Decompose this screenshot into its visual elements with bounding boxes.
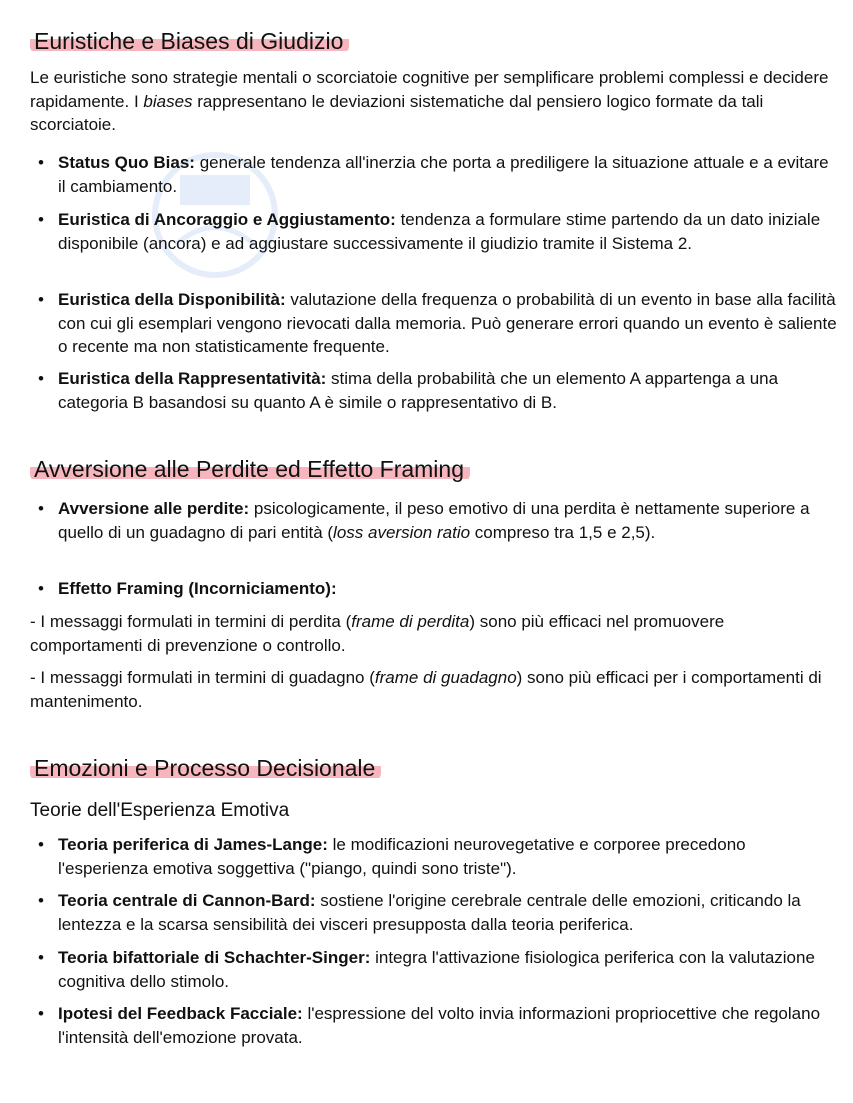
bullet-icon: •	[38, 579, 44, 598]
list-item: • Status Quo Bias: generale tendenza all'inerzia che porta a prediligere la situazione attuale e a evitare il cambiamento.	[38, 153, 829, 196]
bullet-icon: •	[38, 290, 44, 309]
dash-item: - I messaggi formulati in termini di perdita (frame di perdita) sono più efficaci nel promuovere comportamenti di prevenzione o controllo.	[30, 612, 725, 655]
section-heading-euristiche: Euristiche e Biases di Giudizio	[24, 26, 355, 56]
dash-item: - I messaggi formulati in termini di guadagno (frame di guadagno) sono più efficaci per i comportamenti di mantenimento.	[30, 668, 822, 711]
section-heading-emozioni: Emozioni e Processo Decisionale	[24, 753, 387, 783]
list-item: • Teoria bifattoriale di Schachter-Singer: integra l'attivazione fisiologica periferica con la valutazione cognitiva dello stimolo.	[38, 948, 815, 991]
section-heading-avversione: Avversione alle Perdite ed Effetto Framing	[24, 454, 476, 484]
list-item: • Euristica della Disponibilità: valutazione della frequenza o probabilità di un evento in base alla facilità con cui gli esemplari vengono rievocati dalla memoria. Può generare errori quando un evento è saliente o recente ma non statisticamente frequente.	[38, 290, 837, 356]
list-item: • Teoria periferica di James-Lange: le modificazioni neurovegetative e corporee precedono l'esperienza emotiva soggettiva ("piango, quindi sono triste").	[38, 835, 746, 878]
bullet-icon: •	[38, 1004, 44, 1023]
bullet-icon: •	[38, 369, 44, 388]
bullet-icon: •	[38, 835, 44, 854]
bullet-icon: •	[38, 948, 44, 967]
intro-paragraph: Le euristiche sono strategie mentali o scorciatoie cognitive per semplificare problemi complessi e decidere rapidamente. I biases rappresentano le deviazioni sistematiche dal pensiero logico formate da tali scorciatoie.	[30, 68, 829, 134]
list-item: • Euristica della Rappresentatività: stima della probabilità che un elemento A appartenga a una categoria B basandosi su quanto A è simile o rappresentativo di B.	[38, 369, 779, 412]
bullet-icon: •	[38, 891, 44, 910]
list-item: • Teoria centrale di Cannon-Bard: sostiene l'origine cerebrale centrale delle emozioni, criticando la lentezza e la scarsa sensibilità dei visceri presupposta dalla teoria periferica.	[38, 891, 801, 934]
subsection-title: Teorie dell'Esperienza Emotiva	[30, 800, 290, 821]
list-item: • Avversione alle perdite: psicologicamente, il peso emotivo di una perdita è nettamente superiore a quello di un guadagno di pari entità (loss aversion ratio compreso tra 1,5 e 2,5).	[38, 499, 810, 542]
list-item: • Euristica di Ancoraggio e Aggiustamento: tendenza a formulare stime partendo da un dato iniziale disponibile (ancora) e ad aggiustare successivamente il giudizio tramite il Sistema 2.	[38, 210, 821, 253]
bullet-icon: •	[38, 499, 44, 518]
list-item: • Ipotesi del Feedback Facciale: l'espressione del volto invia informazioni propriocettive che regolano l'intensità dell'emozione provata.	[38, 1004, 821, 1047]
bullet-icon: •	[38, 153, 44, 172]
bullet-icon: •	[38, 210, 44, 229]
list-item: • Effetto Framing (Incorniciamento):	[58, 577, 838, 601]
